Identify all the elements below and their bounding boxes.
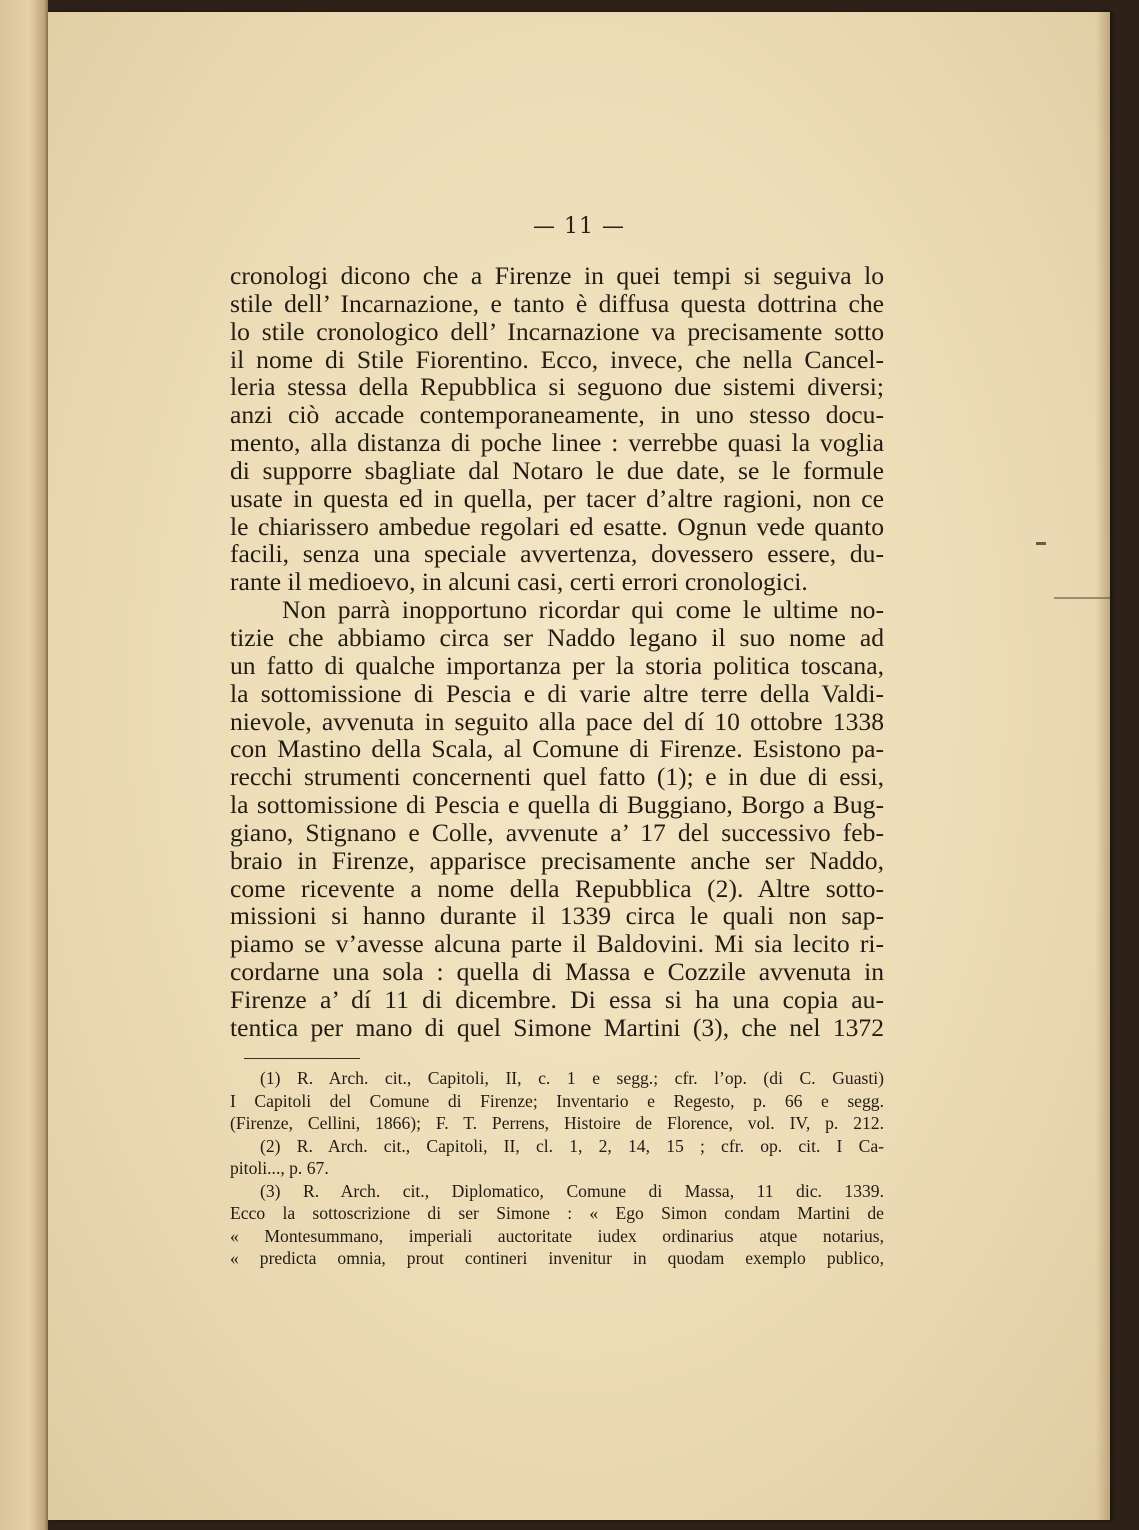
body-line: braio in Firenze, apparisce precisamente anche ser Naddo,	[230, 845, 884, 875]
footnotes	[230, 1067, 884, 1270]
footnote-line: Ecco la sottoscrizione di ser Simone : « Ego Simon condam Martini de	[230, 1203, 884, 1223]
body-line: piamo se v’avesse alcuna parte il Baldovini. Mi sia lecito ri-	[230, 929, 884, 959]
body-line: facili, senza una speciale avvertenza, dovessero essere, du-	[230, 539, 884, 569]
footnote-line: (Firenze, Cellini, 1866); F. T. Perrens, Histoire de Florence, vol. IV, p. 212.	[230, 1113, 884, 1133]
body-line: giano, Stignano e Colle, avvenute a’ 17 del successivo feb-	[230, 817, 884, 847]
body-line: la sottomissione di Pescia e quella di Buggiano, Borgo a Bug-	[230, 790, 884, 820]
body-line: la sottomissione di Pescia e di varie altre terre della Valdi-	[230, 678, 884, 708]
book-page	[48, 12, 1110, 1520]
body-line: Non parrà inopportuno ricordar qui come le ultime no-	[282, 595, 884, 625]
footnote-line: (2) R. Arch. cit., Capitoli, II, cl. 1, 2, 14, 15 ; cfr. op. cit. I Ca-	[260, 1135, 884, 1156]
body-line: usate in questa ed in quella, per tacer d’altre ragioni, non ce	[230, 483, 884, 513]
body-line: cordarne una sola : quella di Massa e Cozzile avvenuta in	[230, 957, 884, 987]
body-line: come ricevente a nome della Repubblica (2). Altre sotto-	[230, 873, 884, 903]
footnote-line: (1) R. Arch. cit., Capitoli, II, c. 1 e segg.; cfr. l’op. (di C. Guasti)	[260, 1068, 884, 1088]
body-line: Firenze a’ dí 11 di dicembre. Di essa si ha una copia au-	[230, 984, 884, 1014]
left-page-edge	[0, 0, 48, 1530]
body-line: il nome di Stile Fiorentino. Ecco, invece, che nella Cancel-	[230, 344, 884, 374]
body-line: un fatto di qualche importanza per la storia politica toscana,	[230, 650, 884, 680]
body-line: missioni si hanno durante il 1339 circa le quali non sap-	[230, 901, 884, 931]
body-line: cronologi dicono che a Firenze in quei tempi si seguiva lo	[230, 261, 884, 290]
footnote-line: (3) R. Arch. cit., Diplomatico, Comune di Massa, 11 dic. 1339.	[260, 1180, 884, 1201]
body-text	[230, 262, 884, 1042]
footnote-line: pitoli..., p. 67.	[230, 1158, 329, 1178]
footnote-line: « predicta omnia, prout contineri invenitur in quodam exemplo publico,	[230, 1248, 884, 1268]
footnote-line: I Capitoli del Comune di Firenze; Inventario e Regesto, p. 66 e segg.	[230, 1090, 884, 1111]
margin-mark	[1054, 597, 1110, 599]
body-line: rante il medioevo, in alcuni casi, certi errori cronologici.	[230, 567, 808, 597]
footnote-line: « Montesummano, imperiali auctoritate iudex ordinarius atque notarius,	[230, 1225, 884, 1246]
body-line: lo stile cronologico dell’ Incarnazione va precisamente sotto	[230, 316, 884, 346]
body-line: anzi ciò accade contemporaneamente, in uno stesso docu-	[230, 400, 884, 430]
body-line: mento, alla distanza di poche linee : verrebbe quasi la voglia	[230, 428, 884, 458]
body-line: di supporre sbagliate dal Notaro le due date, se le formule	[230, 455, 884, 485]
page-number: — 11 —	[533, 214, 625, 239]
body-line: con Mastino della Scala, al Comune di Firenze. Esistono pa-	[230, 734, 884, 764]
body-line: tizie che abbiamo circa ser Naddo legano il suo nome ad	[230, 622, 884, 652]
body-line: leria stessa della Repubblica si seguono due sistemi diversi;	[230, 372, 884, 402]
body-line: nievole, avvenuta in seguito alla pace del dí 10 ottobre 1338	[230, 706, 884, 736]
body-line: tentica per mano di quel Simone Martini (3), che nel 1372	[230, 1012, 884, 1042]
body-line: recchi strumenti concernenti quel fatto (1); e in due di essi,	[230, 762, 884, 792]
body-line: stile dell’ Incarnazione, e tanto è diffusa questa dottrina che	[230, 288, 884, 318]
body-line: le chiarissero ambedue regolari ed esatte. Ognun vede quanto	[230, 511, 884, 541]
footnote-rule	[244, 1058, 360, 1059]
margin-mark	[1036, 542, 1046, 545]
